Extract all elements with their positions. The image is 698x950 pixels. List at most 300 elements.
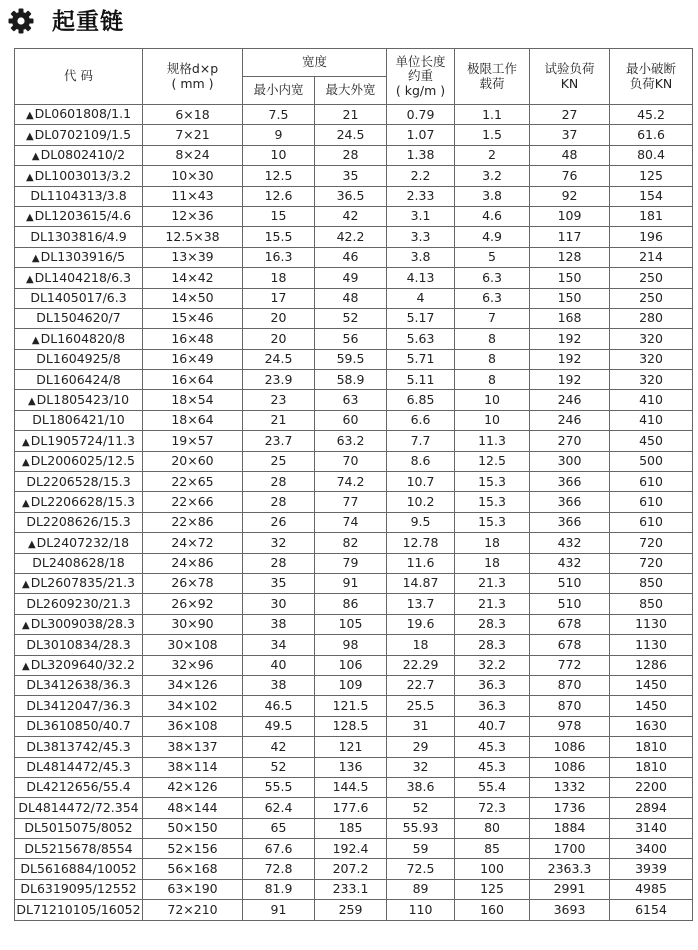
cell-test: 870 [530,675,610,695]
cell-break: 720 [610,533,693,553]
code-text: DL1303816/4.9 [30,228,127,244]
cell-test: 3693 [530,900,610,920]
cell-outer: 192.4 [315,839,387,859]
code-text: DL2408628/18 [32,555,125,571]
cell-weight: 29 [387,737,455,757]
cell-weight: 38.6 [387,777,455,797]
cell-outer: 28 [315,145,387,165]
code-text: DL3009038/28.3 [30,616,135,632]
cell-code [15,777,143,797]
cell-spec: 8×24 [143,145,243,165]
code-text: DL3010834/28.3 [26,636,131,652]
code-text: DL5215678/8554 [24,840,133,856]
cell-code [15,737,143,757]
cell-inner: 42 [243,737,315,757]
cell-inner: 28 [243,472,315,492]
cell-code [15,716,143,736]
table-row [15,614,693,634]
cell-weight: 1.07 [387,125,455,145]
spec-table [14,48,693,921]
cell-inner: 34 [243,635,315,655]
code-text: DL1303916/5 [40,249,126,265]
table-row [15,492,693,512]
cell-limit: 18 [455,553,530,573]
table-body [15,105,693,921]
cell-inner: 12.5 [243,166,315,186]
code-text: DL1203615/4.6 [34,208,132,224]
cell-inner: 18 [243,268,315,288]
cell-break: 850 [610,594,693,614]
cell-weight: 5.71 [387,349,455,369]
table-row [15,533,693,553]
cell-inner: 21 [243,410,315,430]
cell-spec: 6×18 [143,105,243,125]
table-row [15,512,693,532]
cell-code [15,288,143,308]
table-row [15,105,693,125]
cell-spec: 26×92 [143,594,243,614]
code-text: DL4814472/72.354 [18,799,139,815]
cell-code [15,227,143,247]
cell-test: 2363.3 [530,859,610,879]
cell-limit: 80 [455,818,530,838]
cell-inner: 81.9 [243,879,315,899]
cell-outer: 48 [315,288,387,308]
cell-limit: 1.1 [455,105,530,125]
table-row [15,451,693,471]
table-row [15,839,693,859]
cell-weight: 5.63 [387,329,455,349]
cell-break: 2200 [610,777,693,797]
code-text: DL1405017/6.3 [30,290,127,306]
cell-code [15,512,143,532]
code-text: DL1604820/8 [40,330,126,346]
cell-weight: 7.7 [387,431,455,451]
cell-outer: 21 [315,105,387,125]
cell-spec: 12×36 [143,206,243,226]
cell-code [15,268,143,288]
cell-outer: 52 [315,308,387,328]
cell-inner: 49.5 [243,716,315,736]
cell-spec: 11×43 [143,186,243,206]
page-header [0,0,698,42]
table-row [15,594,693,614]
cell-inner: 20 [243,329,315,349]
cell-test: 48 [530,145,610,165]
cell-outer: 63 [315,390,387,410]
cell-break: 250 [610,288,693,308]
cell-code [15,370,143,390]
cell-limit: 6.3 [455,268,530,288]
cell-code [15,206,143,226]
cell-inner: 20 [243,308,315,328]
triangle-mark-icon: ▲ [25,110,34,122]
table-row [15,777,693,797]
cell-code [15,696,143,716]
cell-spec: 14×42 [143,268,243,288]
cell-test: 150 [530,288,610,308]
cell-test: 1700 [530,839,610,859]
cell-inner: 10 [243,145,315,165]
cell-weight: 10.2 [387,492,455,512]
cell-code [15,614,143,634]
cell-limit: 36.3 [455,696,530,716]
cell-spec: 19×57 [143,431,243,451]
cell-test: 1086 [530,757,610,777]
cell-outer: 60 [315,410,387,430]
cell-weight: 13.7 [387,594,455,614]
cell-code [15,105,143,125]
cell-spec: 48×144 [143,798,243,818]
cell-limit: 18 [455,533,530,553]
cell-test: 246 [530,410,610,430]
cell-spec: 18×54 [143,390,243,410]
header-min-inner: 最小内宽 [243,77,315,105]
table-row [15,268,693,288]
cell-weight: 0.79 [387,105,455,125]
cell-outer: 70 [315,451,387,471]
cell-limit: 12.5 [455,451,530,471]
table-row [15,308,693,328]
cell-break: 1286 [610,655,693,675]
cell-inner: 38 [243,675,315,695]
cell-weight: 3.1 [387,206,455,226]
cell-test: 978 [530,716,610,736]
cell-code [15,798,143,818]
cell-code [15,533,143,553]
table-row [15,859,693,879]
cell-weight: 4.13 [387,268,455,288]
cell-break: 1630 [610,716,693,736]
cell-weight: 31 [387,716,455,736]
cell-test: 510 [530,594,610,614]
code-text: DL3209640/32.2 [30,656,135,672]
cell-test: 150 [530,268,610,288]
cell-weight: 25.5 [387,696,455,716]
cell-limit: 85 [455,839,530,859]
cell-test: 37 [530,125,610,145]
cell-inner: 28 [243,492,315,512]
code-text: DL3412638/36.3 [26,677,131,693]
cell-test: 117 [530,227,610,247]
code-text: DL1604925/8 [36,351,121,367]
cell-spec: 30×90 [143,614,243,634]
cell-limit: 45.3 [455,757,530,777]
cell-spec: 24×72 [143,533,243,553]
cell-spec: 10×30 [143,166,243,186]
cell-inner: 46.5 [243,696,315,716]
cell-outer: 59.5 [315,349,387,369]
cell-outer: 233.1 [315,879,387,899]
cell-outer: 91 [315,573,387,593]
header-width: 宽度 [243,49,387,77]
cell-outer: 109 [315,675,387,695]
code-text: DL1806421/10 [32,412,125,428]
cell-outer: 105 [315,614,387,634]
cell-test: 192 [530,349,610,369]
cell-break: 410 [610,390,693,410]
cell-spec: 13×39 [143,247,243,267]
cell-outer: 185 [315,818,387,838]
cell-limit: 32.2 [455,655,530,675]
code-text: DL1003013/3.2 [34,167,132,183]
cell-test: 678 [530,614,610,634]
triangle-mark-icon: ▲ [21,436,30,448]
table-row [15,247,693,267]
cell-inner: 28 [243,553,315,573]
cell-code [15,472,143,492]
header-spec: 规格d×p ( mm ) [143,49,243,105]
cell-code [15,390,143,410]
triangle-mark-icon: ▲ [25,130,34,142]
code-text: DL71210105/16052 [16,901,141,917]
cell-limit: 40.7 [455,716,530,736]
cell-spec: 12.5×38 [143,227,243,247]
cell-code [15,431,143,451]
header-code: 代 码 [15,49,143,105]
cell-spec: 22×86 [143,512,243,532]
cell-outer: 35 [315,166,387,186]
triangle-mark-icon: ▲ [25,171,34,183]
cell-break: 45.2 [610,105,693,125]
cell-break: 80.4 [610,145,693,165]
cell-outer: 79 [315,553,387,573]
cell-code [15,635,143,655]
cell-weight: 5.17 [387,308,455,328]
cell-break: 2894 [610,798,693,818]
cell-weight: 14.87 [387,573,455,593]
cell-test: 192 [530,329,610,349]
cell-outer: 46 [315,247,387,267]
cell-limit: 15.3 [455,512,530,532]
cell-code [15,492,143,512]
header-break-load: 最小破断 负荷KN [610,49,693,105]
cell-break: 4985 [610,879,693,899]
code-text: DL1805423/10 [36,391,130,407]
cell-code [15,859,143,879]
cell-inner: 23.7 [243,431,315,451]
table-row [15,716,693,736]
cell-inner: 91 [243,900,315,920]
cell-limit: 15.3 [455,472,530,492]
cell-weight: 22.7 [387,675,455,695]
table-row [15,757,693,777]
code-text: DL2609230/21.3 [26,595,131,611]
cell-spec: 56×168 [143,859,243,879]
header-limit-load: 极限工作 载荷 [455,49,530,105]
code-text: DL3610850/40.7 [26,718,131,734]
cell-break: 125 [610,166,693,186]
table-row [15,390,693,410]
cell-inner: 25 [243,451,315,471]
cell-inner: 17 [243,288,315,308]
triangle-mark-icon: ▲ [21,497,30,509]
cell-code [15,451,143,471]
cell-spec: 26×78 [143,573,243,593]
cell-test: 772 [530,655,610,675]
cell-weight: 18 [387,635,455,655]
cell-break: 610 [610,512,693,532]
triangle-mark-icon: ▲ [27,395,36,407]
cell-test: 366 [530,472,610,492]
code-text: DL3412047/36.3 [26,697,131,713]
cell-outer: 56 [315,329,387,349]
cell-code [15,410,143,430]
table-header [15,49,693,105]
code-text: DL4814472/45.3 [26,759,131,774]
cell-inner: 62.4 [243,798,315,818]
cell-weight: 6.85 [387,390,455,410]
code-text: DL1404218/6.3 [34,269,132,285]
table-row [15,227,693,247]
cell-spec: 30×108 [143,635,243,655]
cell-code [15,879,143,899]
cell-test: 1884 [530,818,610,838]
cell-test: 870 [530,696,610,716]
cell-break: 500 [610,451,693,471]
cell-spec: 22×65 [143,472,243,492]
cell-code [15,145,143,165]
cell-limit: 11.3 [455,431,530,451]
code-text: DL3813742/45.3 [26,738,131,754]
cell-outer: 63.2 [315,431,387,451]
cell-inner: 9 [243,125,315,145]
cell-limit: 10 [455,410,530,430]
cell-inner: 65 [243,818,315,838]
table-row [15,370,693,390]
cell-weight: 22.29 [387,655,455,675]
cell-test: 1736 [530,798,610,818]
cell-limit: 21.3 [455,573,530,593]
cell-spec: 14×50 [143,288,243,308]
cell-code [15,186,143,206]
cell-code [15,573,143,593]
table-row [15,900,693,920]
cell-outer: 207.2 [315,859,387,879]
cell-weight: 3.8 [387,247,455,267]
cell-outer: 128.5 [315,716,387,736]
cell-outer: 144.5 [315,777,387,797]
cell-spec: 63×190 [143,879,243,899]
table-row [15,166,693,186]
cell-limit: 28.3 [455,635,530,655]
table-row [15,186,693,206]
cell-inner: 67.6 [243,839,315,859]
cell-spec: 16×48 [143,329,243,349]
cell-outer: 259 [315,900,387,920]
cell-inner: 32 [243,533,315,553]
cell-break: 3400 [610,839,693,859]
cell-test: 109 [530,206,610,226]
cell-weight: 1.38 [387,145,455,165]
cell-spec: 22×66 [143,492,243,512]
cell-break: 1130 [610,635,693,655]
cell-inner: 55.5 [243,777,315,797]
table-row [15,145,693,165]
cell-outer: 98 [315,635,387,655]
cell-weight: 4 [387,288,455,308]
table-row [15,329,693,349]
cell-break: 6154 [610,900,693,920]
code-text: DL6319095/12552 [20,881,137,897]
code-text: DL2607835/21.3 [30,575,135,591]
cell-spec: 16×64 [143,370,243,390]
table-row [15,472,693,492]
triangle-mark-icon: ▲ [25,273,34,285]
cell-limit: 6.3 [455,288,530,308]
triangle-mark-icon: ▲ [27,538,36,550]
cell-outer: 177.6 [315,798,387,818]
cell-test: 366 [530,512,610,532]
cell-code [15,349,143,369]
cell-spec: 34×102 [143,696,243,716]
code-text: DL2006025/12.5 [30,453,135,469]
table-row [15,655,693,675]
triangle-mark-icon: ▲ [21,457,30,469]
triangle-mark-icon: ▲ [31,334,40,346]
cell-spec: 38×114 [143,757,243,777]
table-row [15,431,693,451]
cell-spec: 38×137 [143,737,243,757]
cell-break: 1450 [610,696,693,716]
cell-break: 850 [610,573,693,593]
cell-weight: 89 [387,879,455,899]
cell-code [15,329,143,349]
code-text: DL1905724/11.3 [30,432,135,448]
cell-break: 1810 [610,757,693,777]
cell-test: 168 [530,308,610,328]
cell-inner: 35 [243,573,315,593]
cell-code [15,308,143,328]
cell-code [15,247,143,267]
table-row [15,573,693,593]
cell-inner: 30 [243,594,315,614]
cell-break: 61.6 [610,125,693,145]
cell-test: 92 [530,186,610,206]
cell-limit: 4.9 [455,227,530,247]
cell-spec: 52×156 [143,839,243,859]
cell-code [15,900,143,920]
cell-weight: 5.11 [387,370,455,390]
cell-code [15,757,143,777]
code-text: DL0702109/1.5 [34,126,132,142]
code-text: DL4212656/55.4 [26,779,131,795]
cell-spec: 36×108 [143,716,243,736]
code-text: DL0601808/1.1 [34,106,132,122]
cell-break: 154 [610,186,693,206]
cell-break: 320 [610,329,693,349]
cell-weight: 2.33 [387,186,455,206]
table-row [15,288,693,308]
cell-test: 300 [530,451,610,471]
cell-limit: 72.3 [455,798,530,818]
table-row [15,798,693,818]
table-row [15,553,693,573]
cell-inner: 23 [243,390,315,410]
cell-break: 450 [610,431,693,451]
cell-spec: 20×60 [143,451,243,471]
cell-limit: 2 [455,145,530,165]
triangle-mark-icon: ▲ [31,253,40,265]
cell-outer: 24.5 [315,125,387,145]
triangle-mark-icon: ▲ [25,212,34,224]
cell-outer: 121.5 [315,696,387,716]
cell-inner: 16.3 [243,247,315,267]
cell-outer: 36.5 [315,186,387,206]
table-row [15,879,693,899]
cell-limit: 21.3 [455,594,530,614]
cell-outer: 121 [315,737,387,757]
